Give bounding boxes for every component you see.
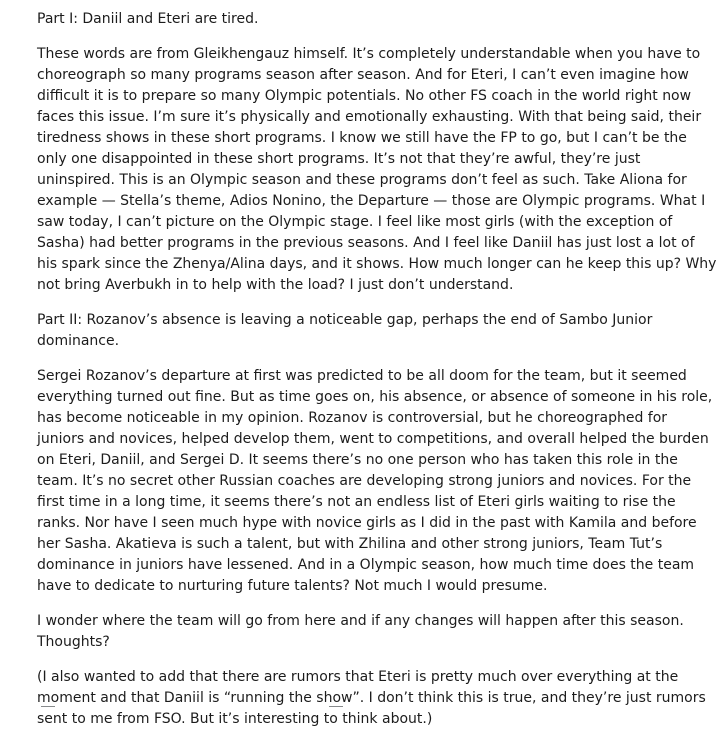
report-icon[interactable] — [471, 706, 485, 713]
share-icon[interactable] — [255, 706, 267, 713]
award-icon[interactable] — [165, 706, 181, 713]
section-heading-part-2: Part II: Rozanov’s absence is leaving a noticeable gap, perhaps the end of Sambo Junior dominance. — [37, 312, 653, 349]
post-paragraph: These words are from Gleikhengauz himself. It’s completely understandable when you have to choreograph so many programs season after season. And for Eteri, I can’t even imagine how difficult it is to prepare so many Olympic potentials. No other FS coach in the world right now faces this issue. I’m sure it’s physically and emotionally exhausting. With that being said, their tiredness shows in these short programs. I know we still have the FP to go, but I can’t be the only one disappointed in these short programs. It’s not that they’re awful, they’re just uninspired. This is an Olympic season and these programs don’t feel as such. Take Aliona for example — Stella’s theme, Adios Nonino, the Departure — those are Olympic programs. What I saw today, I can’t picture on the Olympic stage. I feel like most girls (with the exception of Sasha) had better programs in the previous seasons. And I feel like Daniil has just lost a lot of his spark since the Zhenya/Alina days, and it shows. How much longer can he keep this up? Why not bring Averbukh in to help with the load? I just don’t understand. — [37, 46, 717, 293]
post-action-bar — [37, 706, 717, 713]
hide-icon[interactable] — [399, 706, 413, 713]
post-paragraph: (I also wanted to add that there are rumors that Eteri is pretty much over everything at the moment and that Daniil is “running the show”. I don’t think this is true, and they’re just rumors sent to me from FSO. But it’s interesting to think about.) — [37, 669, 706, 727]
section-heading-part-1: Part I: Daniil and Eteri are tired. — [37, 11, 259, 27]
post-paragraph: I wonder where the team will go from here and if any changes will happen after this season. Thoughts? — [37, 613, 684, 650]
comment-icon[interactable] — [41, 706, 55, 713]
post-body — [37, 9, 717, 744]
post-paragraph: Sergei Rozanov’s departure at first was predicted to be all doom for the team, but it seemed everything turned out fine. But as time goes on, his absence, or absence of someone in his role, has become noticeable in my opinion. Rozanov is controversial, but he choreographed for juniors and novices, helped develop them, went to competitions, and overall helped the burden on Eteri, Daniil, and Sergei D. It seems there’s no one person who has taken this role in the team. It’s no secret other Russian coaches are developing strong juniors and novices. For the first time in a long time, it seems there’s not an endless list of Eteri girls waiting to rise the ranks. Nor have I seen much hype with novice girls as I did in the past with Kamila and before her Sasha. Akatieva is such a talent, but with Zhilina and other strong juniors, Team Tut’s dominance in juniors have lessened. And in a Olympic season, how much time does the team have to dedicate to nurturing future talents? Not much I would presume. — [37, 368, 713, 594]
save-icon[interactable] — [329, 706, 343, 713]
